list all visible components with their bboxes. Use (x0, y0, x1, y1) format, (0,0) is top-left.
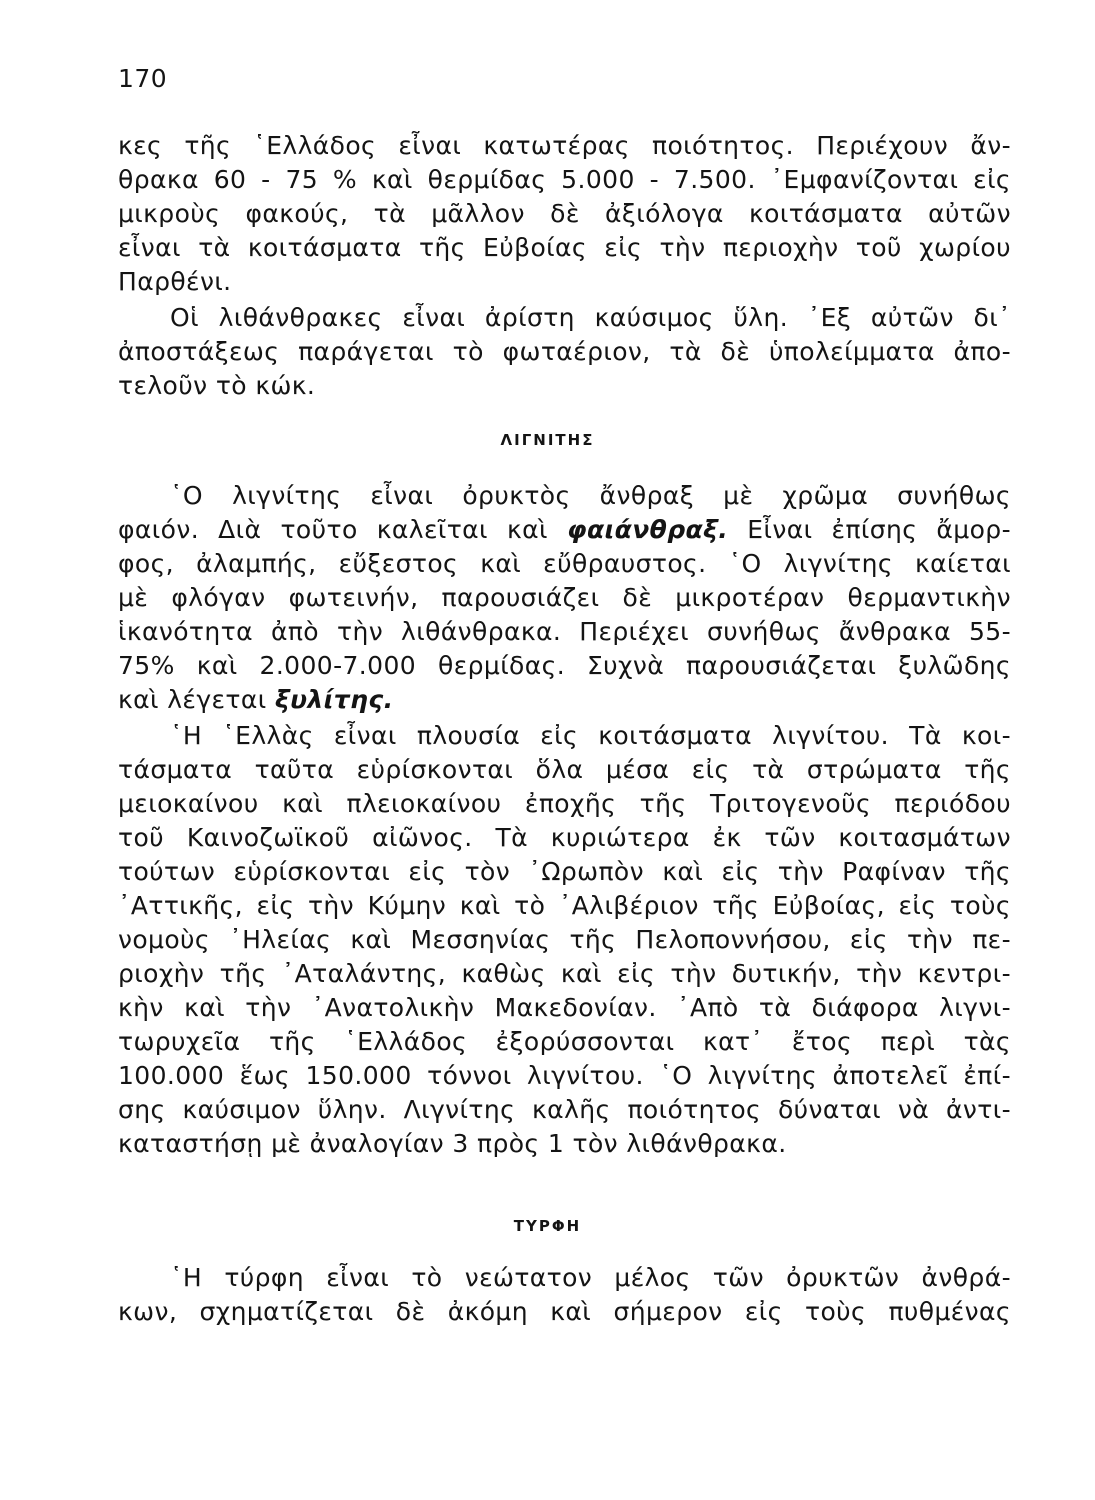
lignite-p1-line-7-text-a: καὶ λέγεται (118, 685, 275, 714)
peat-p1-line-2: κων, σχηματίζεται δὲ ἀκόμη καὶ σήμερον εἰς τοὺς πυθμένας (118, 1297, 1011, 1326)
lignite-p1-line-2-text-a: φαιόν. Διὰ τοῦτο καλεῖται καὶ (118, 515, 567, 544)
paragraph-1-line-1: κες τῆς ῾Ελλάδος εἶναι κατωτέρας ποιότητος. Περιέχουν ἄν- (118, 131, 1011, 160)
lignite-p1-line-3: φος, ἀλαμπής, εὔξεστος καὶ εὔθραυστος. ῾Ο λιγνίτης καίεται (118, 549, 1011, 578)
lignite-p2-line-10: τωρυχεῖα τῆς ῾Ελλάδος ἐξορύσσονται κατ᾿ ἔτος περὶ τὰς (118, 1027, 1011, 1056)
paragraph-1-line-4: εἶναι τὰ κοιτάσματα τῆς Εὐβοίας εἰς τὴν περιοχὴν τοῦ χωρίου (118, 233, 1011, 262)
lignite-p2-line-3: μειοκαίνου καὶ πλειοκαίνου ἐποχῆς τῆς Τριτογενοῦς περιόδου (118, 789, 1011, 818)
lignite-p2-line-11: 100.000 ἕως 150.000 τόννοι λιγνίτου. ῾Ο λιγνίτης ἀποτελεῖ ἐπί- (118, 1061, 1011, 1090)
paragraph-1-line-3: μικροὺς φακούς, τὰ μᾶλλον δὲ ἀξιόλογα κοιτάσματα αὐτῶν (118, 199, 1011, 228)
lignite-p1-line-2-text-c: Εἶναι ἐπίσης ἄμορ- (728, 515, 1011, 544)
lignite-p2-line-5: τούτων εὑρίσκονται εἰς τὸν ᾿Ωρωπὸν καὶ εἰς τὴν Ραφίναν τῆς (118, 857, 1011, 886)
lignite-p2-line-1: ῾Η ῾Ελλὰς εἶναι πλουσία εἰς κοιτάσματα λιγνίτου. Τὰ κοι- (170, 721, 1011, 750)
paragraph-2-line-1: Οἱ λιθάνθρακες εἶναι ἀρίστη καύσιμος ὕλη. ᾿Εξ αὐτῶν δι᾿ (170, 303, 1011, 332)
page-number: 170 (118, 64, 168, 93)
lignite-p2-line-13: καταστήσῃ μὲ ἀναλογίαν 3 πρὸς 1 τὸν λιθάνθρακα. (118, 1129, 787, 1158)
section-heading-peat: ΤΥΡΦΗ (513, 1217, 582, 1235)
paragraph-2-line-2: ἀποστάξεως παράγεται τὸ φωταέριον, τὰ δὲ ὑπολείμματα ἀπο- (118, 337, 1011, 366)
lignite-p1-line-6: 75% καὶ 2.000-7.000 θερμίδας. Συχνὰ παρουσιάζεται ξυλῶδης (118, 651, 1011, 680)
lignite-p1-line-7 (118, 685, 393, 715)
lignite-p1-line-4: μὲ φλόγαν φωτεινήν, παρουσιάζει δὲ μικροτέραν θερμαντικὴν (118, 583, 1011, 612)
lignite-p1-line-2 (118, 515, 1011, 545)
peat-p1-line-1: ῾Η τύρφη εἶναι τὸ νεώτατον μέλος τῶν ὀρυκτῶν ἀνθρά- (170, 1263, 1011, 1292)
lignite-p2-line-2: τάσματα ταῦτα εὑρίσκονται ὅλα μέσα εἰς τὰ στρώματα τῆς (118, 755, 1011, 784)
lignite-p1-line-5: ἱκανότητα ἀπὸ τὴν λιθάνθρακα. Περιέχει συνήθως ἄνθρακα 55- (118, 617, 1011, 646)
term-xylitis: ξυλίτης. (274, 685, 394, 714)
lignite-p2-line-4: τοῦ Καινοζωϊκοῦ αἰῶνος. Τὰ κυριώτερα ἐκ τῶν κοιτασμάτων (118, 823, 1011, 852)
paragraph-2-line-3: τελοῦν τὸ κώκ. (118, 371, 316, 400)
lignite-p2-line-6: ᾿Αττικῆς, εἰς τὴν Κύμην καὶ τὸ ᾿Αλιβέριον τῆς Εὐβοίας, εἰς τοὺς (118, 891, 1011, 920)
section-heading-lignite: ΛΙΓΝΙΤΗΣ (500, 431, 595, 449)
paragraph-1-line-2: θρακα 60 - 75 % καὶ θερμίδας 5.000 - 7.500. ᾿Εμφανίζονται εἰς (118, 165, 1011, 194)
lignite-p1-line-1: ῾Ο λιγνίτης εἶναι ὀρυκτὸς ἄνθραξ μὲ χρῶμα συνήθως (170, 481, 1011, 510)
lignite-p2-line-12: σης καύσιμον ὕλην. Λιγνίτης καλῆς ποιότητος δύναται νὰ ἀντι- (118, 1095, 1011, 1124)
lignite-p2-line-8: ριοχὴν τῆς ᾿Αταλάντης, καθὼς καὶ εἰς τὴν δυτικήν, τὴν κεντρι- (118, 959, 1011, 988)
lignite-p2-line-9: κὴν καὶ τὴν ᾿Ανατολικὴν Μακεδονίαν. ᾿Απὸ τὰ διάφορα λιγνι- (118, 993, 1011, 1022)
term-faianthrax: φαιάνθραξ. (566, 515, 729, 544)
paragraph-1-line-5: Παρθένι. (118, 267, 232, 296)
lignite-p2-line-7: νομοὺς ᾿Ηλείας καὶ Μεσσηνίας τῆς Πελοποννήσου, εἰς τὴν πε- (118, 925, 1011, 954)
